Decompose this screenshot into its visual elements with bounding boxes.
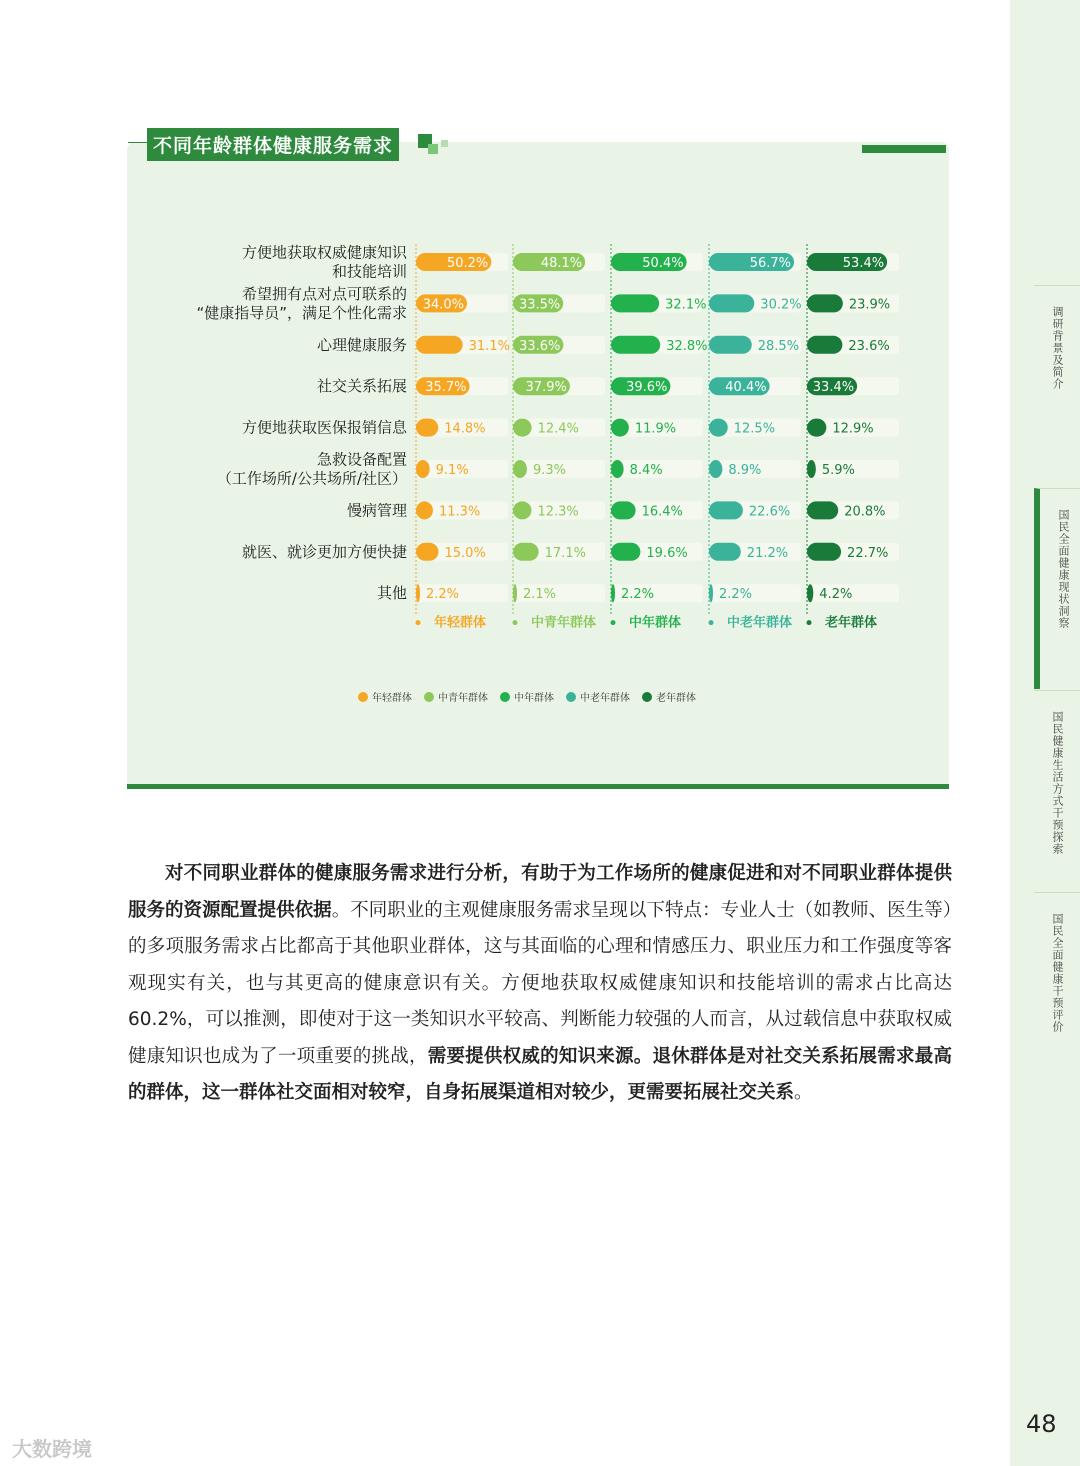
data-label: 31.1%: [468, 338, 510, 354]
data-label: 22.6%: [748, 504, 791, 520]
data-label: 2.2%: [621, 587, 655, 603]
category-label: “健康指导员”，满足个性化需求: [196, 303, 407, 322]
paragraph-bold-start: 对不同职业群体的健康服务需求进行分析，有助于为工作场所的健康促进和对不同职业群体提供服务的资源配置提供依据: [128, 863, 952, 921]
data-label: 23.9%: [848, 297, 891, 313]
bar: [709, 501, 743, 519]
bar: [709, 294, 754, 312]
data-label: 48.1%: [540, 256, 583, 271]
legend-dot: [424, 692, 434, 702]
paragraph-end: 。: [794, 1082, 813, 1103]
data-label: 50.4%: [642, 256, 684, 271]
data-label: 37.9%: [525, 380, 567, 396]
data-label: 32.8%: [666, 338, 708, 354]
data-label: 39.6%: [626, 380, 668, 396]
data-label: 50.2%: [446, 256, 489, 271]
sidebar-tab-2[interactable]: [1034, 488, 1080, 689]
data-label: 4.2%: [819, 587, 853, 603]
legend-dot: [500, 692, 510, 702]
bar: [513, 543, 539, 561]
category-label: 方便地获取医保报销信息: [241, 418, 407, 437]
bar: [513, 419, 532, 437]
group-label: 中年群体: [629, 615, 682, 631]
legend-label: 中老年群体: [580, 693, 630, 704]
sidebar-tab-label: 国民健康生活方式干预探索: [1051, 711, 1064, 855]
data-label: 16.4%: [641, 504, 683, 520]
bar: [513, 584, 517, 602]
sidebar-tab-1[interactable]: [1034, 285, 1080, 486]
data-label: 2.2%: [426, 587, 460, 603]
legend-label: 中青年群体: [438, 693, 488, 704]
bar: [611, 501, 636, 519]
page-number: 48: [1026, 1410, 1057, 1438]
category-label: 社交关系拓展: [316, 377, 407, 396]
data-label: 19.6%: [646, 545, 688, 561]
data-label: 35.7%: [425, 380, 467, 396]
body-paragraph: [128, 856, 952, 1112]
legend-dot: [566, 692, 576, 702]
legend-dot: [642, 692, 652, 702]
data-label: 56.7%: [749, 256, 792, 271]
bar: [611, 543, 640, 561]
bar: [416, 419, 438, 437]
paragraph-text: 。不同职业的主观健康服务需求呈现以下特点：专业人士（如教师、医生等）的多项服务需求占比都高于其他职业群体，这与其面临的心理和情感压力、职业压力和工作强度等客观现实有关，也与其更高的健康意识有关。方便地获取权威健康知识和技能培训的需求占比高达 60.2%，可以推测，即使对于这一类知识水平较高、判断能力较强的人而言，从过载信息中获取权威健康知识也成为了一项重要的挑战，: [128, 899, 952, 1067]
group-dot: [611, 620, 616, 625]
data-label: 40.4%: [725, 380, 767, 396]
legend-item: [566, 689, 630, 704]
bar: [807, 460, 816, 478]
bar: [611, 294, 659, 312]
bar: [709, 460, 722, 478]
data-label: 32.1%: [665, 297, 707, 313]
bar: [513, 501, 531, 519]
bar: [611, 419, 629, 437]
bar: [416, 543, 439, 561]
bar: [709, 584, 713, 602]
legend-label: 年轻群体: [372, 693, 412, 704]
data-label: 33.6%: [519, 338, 561, 354]
watermark: 大数跨境: [12, 1437, 92, 1461]
bar: [807, 294, 843, 312]
bar: [416, 501, 433, 519]
bar: [709, 336, 752, 354]
group-label: 老年群体: [825, 615, 878, 631]
bar: [513, 460, 527, 478]
data-label: 12.3%: [537, 504, 579, 520]
data-label: 12.5%: [733, 421, 776, 437]
sidebar-tab-4[interactable]: [1034, 892, 1080, 1093]
group-dot: [807, 620, 812, 625]
data-label: 22.7%: [847, 545, 889, 561]
data-label: 53.4%: [842, 256, 885, 271]
chart-legend: [358, 689, 696, 704]
data-label: 12.4%: [537, 421, 579, 437]
bar: [416, 336, 463, 354]
data-label: 11.3%: [438, 504, 481, 520]
bar: [807, 543, 841, 561]
bar: [807, 501, 838, 519]
group-dot: [709, 620, 714, 625]
bar: [611, 584, 615, 602]
data-label: 28.5%: [757, 338, 800, 354]
sidebar-tab-label: 调研背景及简介: [1051, 306, 1064, 390]
bar: [807, 336, 842, 354]
category-label: 心理健康服务: [316, 335, 407, 354]
data-label: 2.1%: [523, 587, 557, 603]
bar-chart: [127, 142, 949, 672]
group-dot: [513, 620, 518, 625]
bar: [416, 584, 420, 602]
legend-item: [500, 689, 554, 704]
category-label: 急救设备配置: [316, 450, 407, 469]
bar: [611, 460, 624, 478]
data-label: 9.3%: [532, 463, 566, 478]
group-label: 中青年群体: [531, 615, 597, 631]
data-label: 15.0%: [444, 545, 486, 561]
group-dot: [416, 620, 421, 625]
legend-item: [424, 689, 488, 704]
chart-title: 不同年龄群体健康服务需求: [147, 128, 399, 161]
data-label: 9.1%: [435, 463, 469, 478]
legend-item: [358, 689, 412, 704]
bar: [807, 419, 826, 437]
legend-item: [642, 689, 696, 704]
sidebar-tab-label: 国民全面健康现状洞察: [1057, 509, 1070, 629]
category-label: 和技能培训: [331, 262, 407, 281]
sidebar-tab-3[interactable]: [1034, 690, 1080, 891]
data-label: 34.0%: [422, 297, 464, 313]
data-label: 21.2%: [746, 545, 789, 561]
category-label: 慢病管理: [346, 501, 407, 520]
legend-dot: [358, 692, 368, 702]
category-label: 方便地获取权威健康知识: [241, 243, 407, 262]
bar: [709, 543, 741, 561]
data-label: 14.8%: [444, 421, 486, 437]
sidebar-tab-label: 国民全面健康干预评价: [1051, 913, 1064, 1033]
data-label: 23.6%: [848, 338, 890, 354]
category-label: 其他: [376, 584, 407, 603]
data-label: 30.2%: [760, 297, 802, 313]
bar: [611, 336, 660, 354]
category-label: 就医、就诊更加方便快捷: [241, 542, 407, 561]
data-label: 5.9%: [821, 463, 855, 478]
data-label: 12.9%: [832, 421, 874, 437]
legend-label: 老年群体: [656, 693, 696, 704]
data-label: 2.2%: [719, 587, 753, 603]
bar: [709, 419, 728, 437]
bar: [807, 584, 813, 602]
group-label: 中老年群体: [727, 615, 793, 631]
data-label: 33.5%: [518, 297, 561, 313]
group-label: 年轻群体: [434, 615, 487, 631]
data-label: 20.8%: [844, 504, 886, 520]
data-label: 11.9%: [634, 421, 677, 437]
legend-label: 中年群体: [514, 693, 554, 704]
data-label: 8.9%: [728, 463, 762, 478]
category-label: 希望拥有点对点可联系的: [241, 284, 407, 303]
data-label: 8.4%: [629, 463, 663, 478]
data-label: 17.1%: [544, 545, 586, 561]
data-label: 33.4%: [812, 380, 855, 396]
category-label: （工作场所/公共场所/社区）: [216, 469, 407, 488]
paragraph-bold-end: 需要提供权威的知识来源。退休群体是对社交关系拓展需求最高的群体，这一群体社交面相对较窄，自身拓展渠道相对较少，更需要拓展社交关系: [128, 1045, 952, 1103]
bar: [416, 460, 430, 478]
